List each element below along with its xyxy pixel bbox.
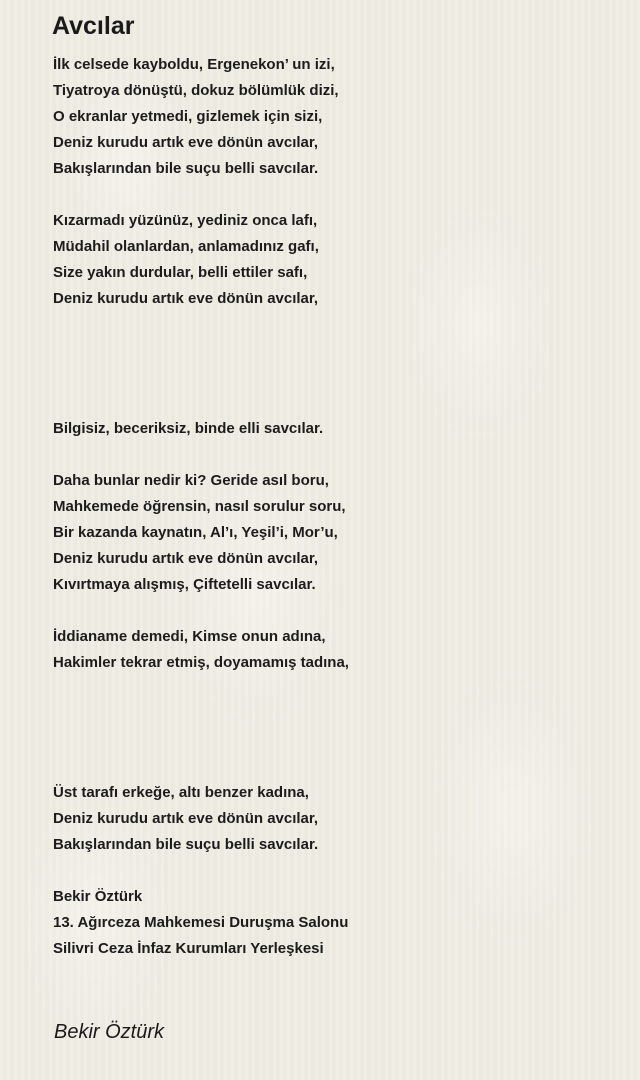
poem-line: Mahkemede öğrensin, nasıl sorulur soru, (53, 498, 346, 515)
poem-line: Tiyatroya dönüştü, dokuz bölümlük dizi, (53, 82, 339, 99)
poem-line: Deniz kurudu artık eve dönün avcılar, (53, 810, 319, 827)
poem-blank-line (53, 702, 613, 728)
poem-line: Hakimler tekrar etmiş, doyamamış tadına, (53, 654, 349, 671)
poem-blank-line (53, 754, 613, 780)
poem-blank-line (53, 858, 613, 884)
poem-title: Avcılar (52, 12, 135, 40)
poem-line: Bilgisiz, beceriksiz, binde elli savcılar. (53, 420, 324, 437)
poem-line: O ekranlar yetmedi, gizlemek için sizi, (53, 108, 323, 125)
poem-line: İlk celsede kayboldu, Ergenekon’ un izi, (53, 56, 335, 73)
poem-blank-line (53, 390, 613, 416)
poem-blank-line (53, 598, 613, 624)
poem-line: Bakışlarından bile suçu belli savcılar. (53, 160, 319, 177)
poem-blank-line (53, 338, 613, 364)
poem-line: Daha bunlar nedir ki? Geride asıl boru, (53, 472, 329, 489)
poem-blank-line (53, 364, 613, 390)
poem-body (53, 52, 613, 962)
poem-line: Deniz kurudu artık eve dönün avcılar, (53, 550, 319, 567)
poem-blank-line (53, 182, 613, 208)
poem-line: Kızarmadı yüzünüz, yediniz onca lafı, (53, 212, 318, 229)
poem-line: 13. Ağırceza Mahkemesi Duruşma Salonu (53, 914, 349, 931)
poem-blank-line (53, 676, 613, 702)
poem-line: Deniz kurudu artık eve dönün avcılar, (53, 134, 319, 151)
poem-line: Deniz kurudu artık eve dönün avcılar, (53, 290, 319, 307)
poem-line: Üst tarafı erkeğe, altı benzer kadına, (53, 784, 309, 801)
poem-line: Bekir Öztürk (53, 888, 143, 905)
poem-line: Bakışlarından bile suçu belli savcılar. (53, 836, 319, 853)
poem-blank-line (53, 312, 613, 338)
poem-line: Silivri Ceza İnfaz Kurumları Yerleşkesi (53, 940, 324, 957)
author-signature: Bekir Öztürk (54, 1021, 165, 1043)
poem-line: Müdahil olanlardan, anlamadınız gafı, (53, 238, 319, 255)
poem-line: Bir kazanda kaynatın, Al’ı, Yeşil’i, Mor’u, (53, 524, 338, 541)
poem-line: İddianame demedi, Kimse onun adına, (53, 628, 326, 645)
poem-line: Size yakın durdular, belli ettiler safı, (53, 264, 308, 281)
poem-blank-line (53, 728, 613, 754)
poem-blank-line (53, 442, 613, 468)
poem-line: Kıvırtmaya alışmış, Çiftetelli savcılar. (53, 576, 316, 593)
